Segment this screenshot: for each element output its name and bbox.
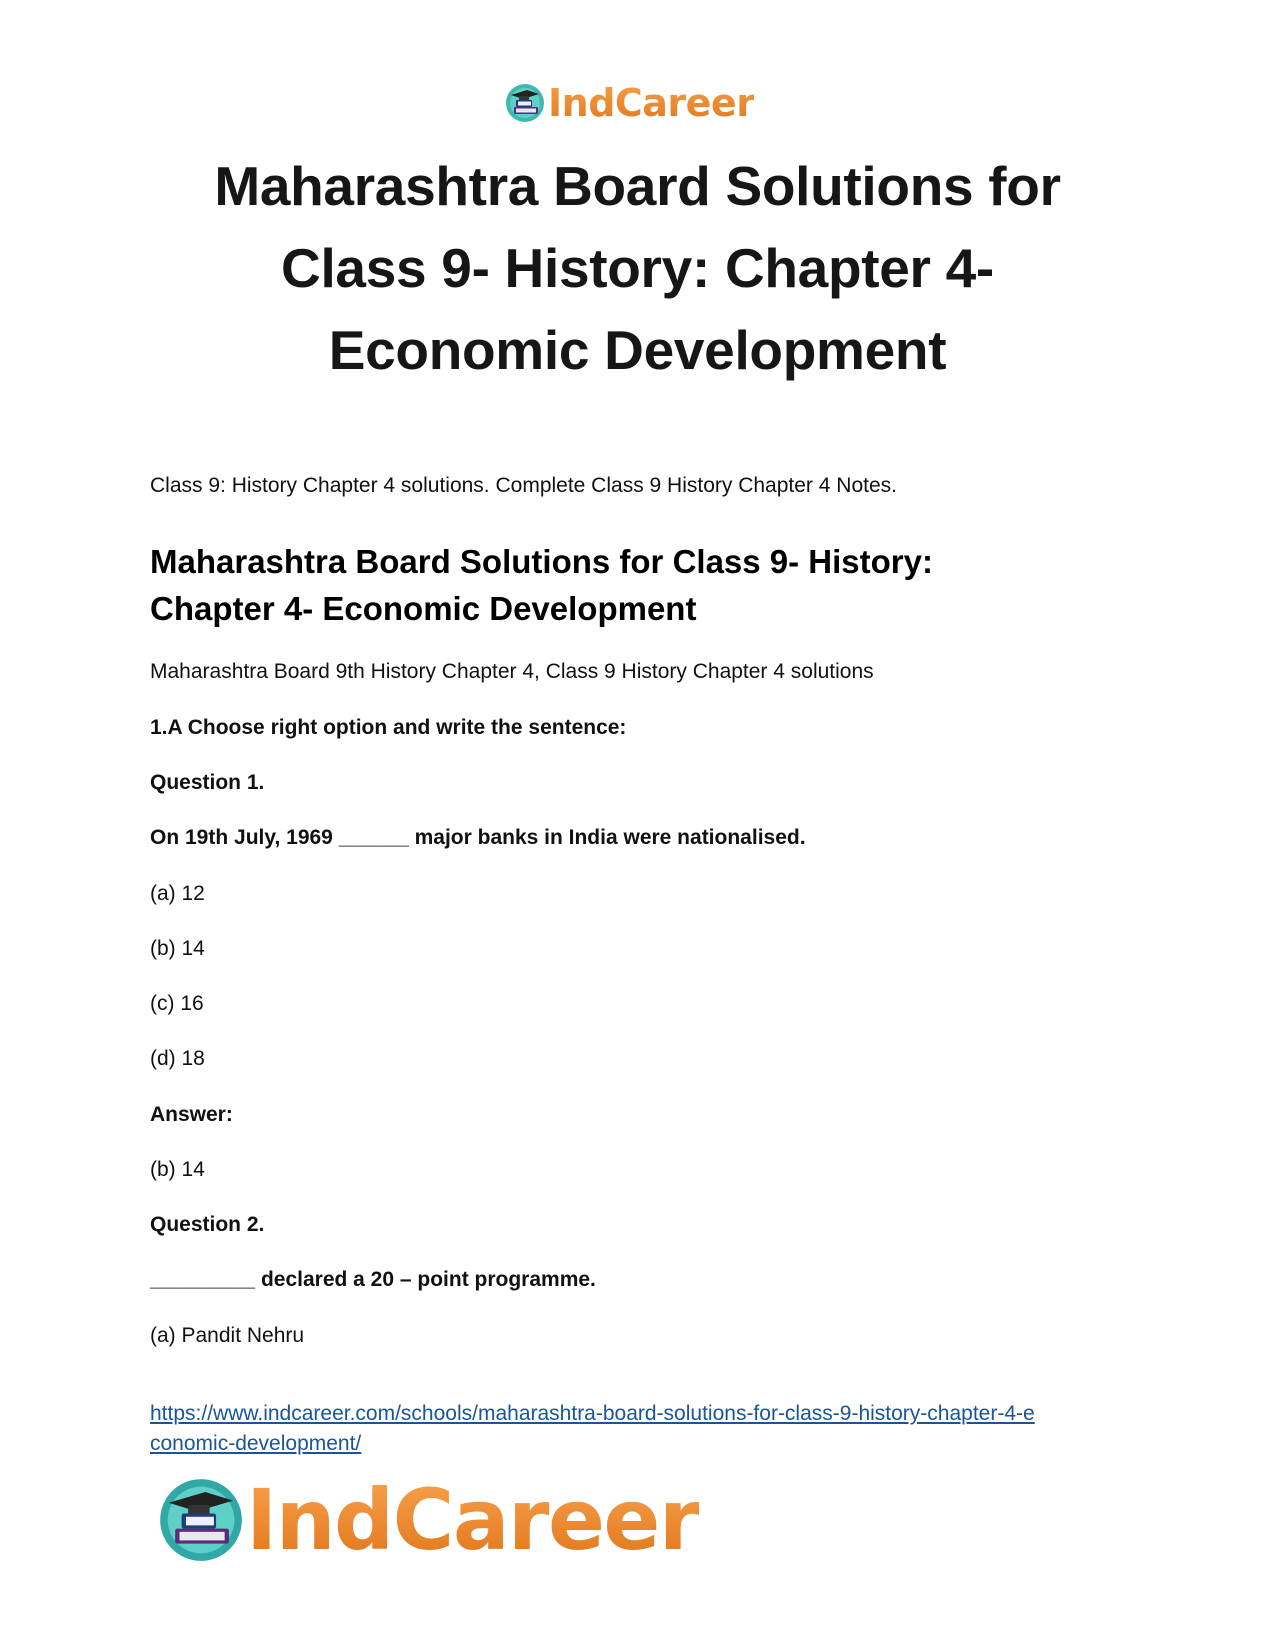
- subtitle-text: Maharashtra Board 9th History Chapter 4, Class 9 History Chapter 4 solutions: [150, 660, 874, 683]
- question-text: _________ declared a 20 – point programme.: [150, 1268, 596, 1291]
- title-line: Economic Development: [328, 319, 947, 381]
- question-text: On 19th July, 1969 ______ major banks in India were nationalised.: [150, 826, 806, 849]
- indcareer-logo-bottom: [158, 1470, 699, 1570]
- option-item: (d) 18: [150, 1047, 205, 1070]
- graduation-cap-books-icon: [505, 83, 545, 123]
- logo-wordmark: IndCareer: [548, 81, 755, 125]
- option-item: (a) Pandit Nehru: [150, 1324, 305, 1347]
- question-label: Question 2.: [150, 1213, 265, 1236]
- logo-wordmark: IndCareer: [246, 1471, 699, 1569]
- indcareer-logo-top: [505, 80, 754, 126]
- url-line: conomic-development/: [150, 1432, 362, 1455]
- section-heading-line: Maharashtra Board Solutions for Class 9- History:: [150, 543, 933, 580]
- option-item: (a) 12: [150, 882, 205, 905]
- exercise-heading: 1.A Choose right option and write the sentence:: [150, 716, 627, 739]
- answer-text: (b) 14: [150, 1158, 205, 1181]
- title-line: Class 9- History: Chapter 4-: [281, 237, 994, 299]
- page-title: [150, 145, 1125, 391]
- title-line: Maharashtra Board Solutions for: [214, 155, 1061, 217]
- section-heading: [150, 538, 1150, 632]
- url-line: https://www.indcareer.com/schools/maharashtra-board-solutions-for-class-9-history-chapter-4-e: [150, 1402, 1035, 1425]
- option-item: (b) 14: [150, 937, 205, 960]
- section-heading-line: Chapter 4- Economic Development: [150, 590, 697, 627]
- source-url-link[interactable]: [150, 1399, 1130, 1459]
- question-label: Question 1.: [150, 771, 265, 794]
- answer-label: Answer:: [150, 1103, 233, 1126]
- option-item: (c) 16: [150, 992, 204, 1015]
- intro-text: Class 9: History Chapter 4 solutions. Complete Class 9 History Chapter 4 Notes.: [150, 474, 897, 497]
- graduation-cap-books-icon: [158, 1477, 244, 1563]
